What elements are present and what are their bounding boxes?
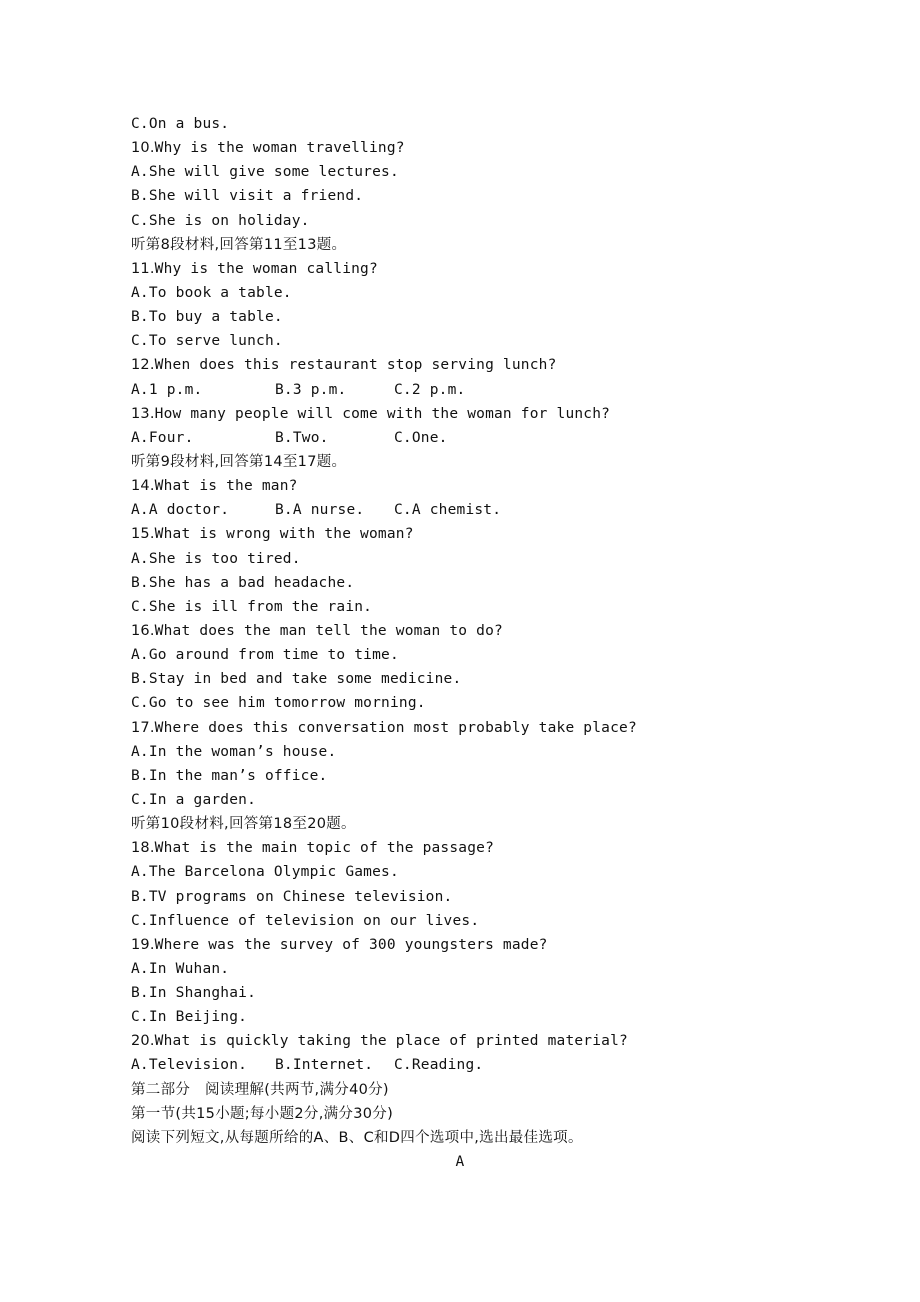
question-14 [131, 474, 831, 498]
question-number: 16. [131, 622, 155, 639]
option-c: C.One. [394, 429, 448, 446]
question-text: When does this restaurant stop serving lunch? [154, 357, 557, 374]
option-b: B.A nurse. [275, 502, 365, 519]
option-line: A.To book a table. [131, 284, 292, 301]
options-row [131, 498, 831, 522]
passage-label: A [455, 1154, 465, 1171]
question-number: 11. [131, 260, 155, 277]
question-number: 10. [131, 140, 155, 157]
option-line: C.She is on holiday. [131, 212, 310, 229]
option-line: C.Go to see him tomorrow morning. [131, 695, 426, 712]
option-c: C.A chemist. [394, 502, 502, 519]
option-b: B.Internet. [275, 1057, 374, 1074]
question-16 [131, 619, 831, 643]
part-heading: 第二部分 阅读理解(共两节,满分40分) [131, 1081, 389, 1098]
option-line: A.In Wuhan. [131, 960, 230, 977]
option-line: A.The Barcelona Olympic Games. [131, 864, 399, 881]
question-text: What is wrong with the woman? [154, 526, 414, 543]
question-number: 14. [131, 478, 155, 495]
question-text: Where does this conversation most probably take place? [154, 719, 637, 736]
question-10 [131, 136, 831, 160]
question-number: 13. [131, 405, 155, 422]
question-15 [131, 522, 831, 546]
option-line: B.TV programs on Chinese television. [131, 888, 453, 905]
option-line: B.She has a bad headache. [131, 574, 355, 591]
question-number: 19. [131, 936, 155, 953]
instructions: 阅读下列短文,从每题所给的A、B、C和D四个选项中,选出最佳选项。 [131, 1129, 583, 1146]
option-line: A.Go around from time to time. [131, 647, 399, 664]
question-19 [131, 933, 831, 957]
question-text: What does the man tell the woman to do? [154, 622, 503, 639]
option-line: B.She will visit a friend. [131, 188, 364, 205]
option-line: C.In a garden. [131, 791, 257, 808]
option-line: B.To buy a table. [131, 309, 283, 326]
option-line: C.On a bus. [131, 116, 230, 132]
question-number: 18. [131, 840, 155, 857]
option-line: C.She is ill from the rain. [131, 598, 373, 615]
option-c: C.2 p.m. [394, 381, 466, 398]
option-a: A.A doctor. [131, 502, 230, 519]
question-11 [131, 257, 831, 281]
question-20 [131, 1029, 831, 1053]
question-number: 15. [131, 526, 155, 543]
section-heading-10: 听第10段材料,回答第18至20题。 [131, 816, 356, 833]
question-text: Why is the woman calling? [154, 260, 378, 277]
option-line: C.Influence of television on our lives. [131, 912, 480, 929]
question-number: 17. [131, 719, 155, 736]
option-line: B.Stay in bed and take some medicine. [131, 671, 462, 688]
section-heading-9: 听第9段材料,回答第14至17题。 [131, 453, 347, 470]
options-row [131, 1053, 831, 1077]
option-a: A.Four. [131, 429, 194, 446]
option-c: C.Reading. [394, 1057, 484, 1074]
question-text: What is the main topic of the passage? [154, 840, 495, 857]
option-a: A.1 p.m. [131, 381, 203, 398]
options-row [131, 426, 831, 450]
option-line: A.She will give some lectures. [131, 164, 399, 181]
question-text: What is the man? [154, 478, 298, 495]
question-18 [131, 836, 831, 860]
question-text: What is quickly taking the place of printed material? [154, 1033, 628, 1050]
question-list [131, 112, 831, 1174]
option-b: B.3 p.m. [275, 381, 347, 398]
option-line: B.In the man’s office. [131, 767, 328, 784]
section-heading: 第一节(共15小题;每小题2分,满分30分) [131, 1105, 394, 1122]
question-text: How many people will come with the woman for lunch? [154, 405, 611, 422]
question-text: Where was the survey of 300 youngsters made? [154, 936, 548, 953]
option-b: B.Two. [275, 429, 329, 446]
question-12 [131, 353, 831, 377]
section-heading-8: 听第8段材料,回答第11至13题。 [131, 236, 347, 253]
question-text: Why is the woman travelling? [154, 140, 405, 157]
option-line: C.To serve lunch. [131, 333, 283, 350]
question-number: 20. [131, 1033, 155, 1050]
option-line: B.In Shanghai. [131, 985, 257, 1002]
option-line: A.In the woman’s house. [131, 743, 337, 760]
options-row [131, 378, 831, 402]
question-17 [131, 716, 831, 740]
question-13 [131, 402, 831, 426]
option-line: A.She is too tired. [131, 550, 301, 567]
option-line: C.In Beijing. [131, 1009, 248, 1026]
question-number: 12. [131, 357, 155, 374]
option-a: A.Television. [131, 1057, 248, 1074]
